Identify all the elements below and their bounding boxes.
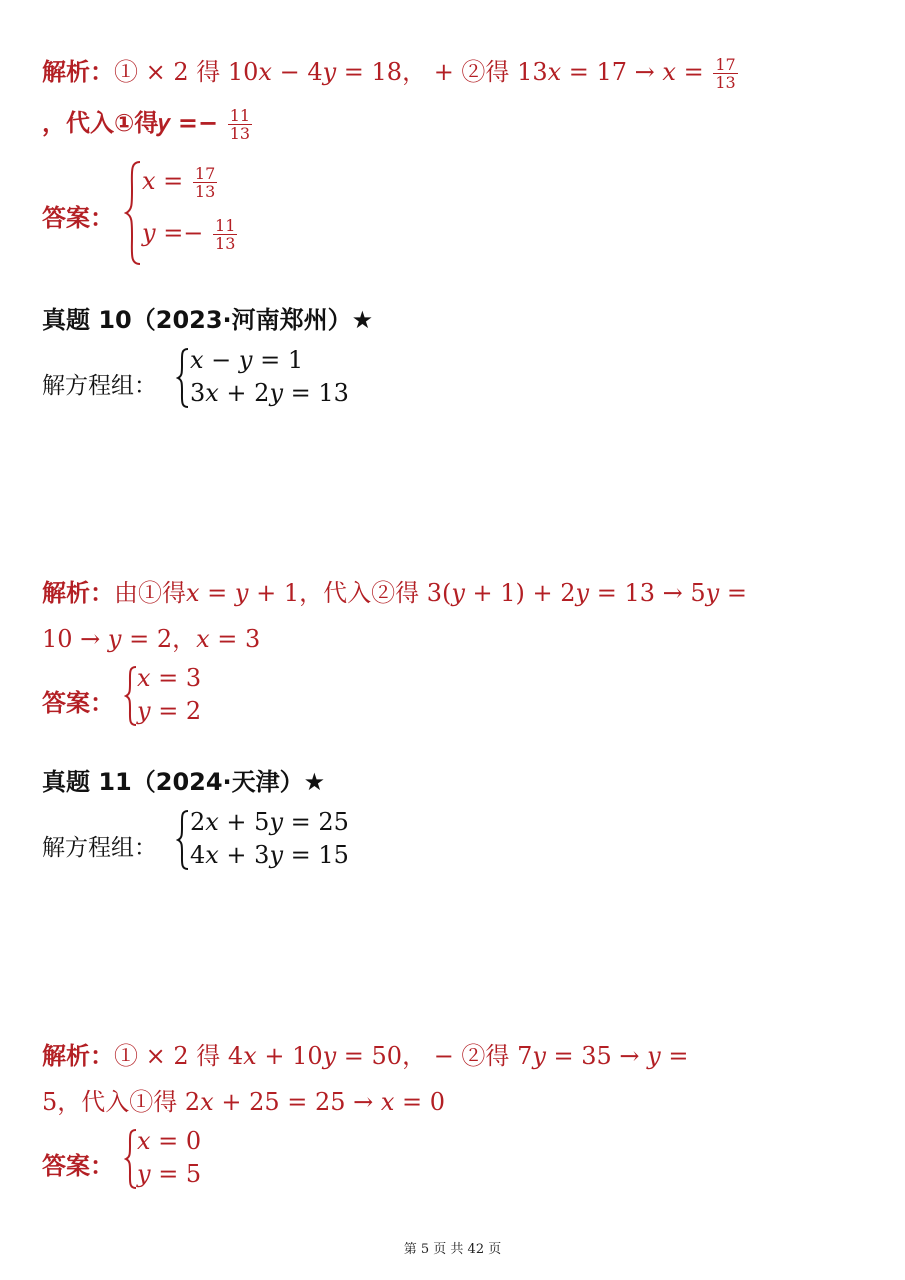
analysis-label: 解析： [42, 1042, 114, 1070]
answer-equation: 𝑥 = 0 [137, 1127, 202, 1155]
fraction: $\frac{17}{13}$ [715, 55, 736, 92]
question-prompt: 解方程组： [42, 835, 157, 861]
analysis-text: ① × 2 得 10𝑥 − 4𝑦 = 18， + ②得 13𝑥 = 17 → 𝑥 = [114, 58, 704, 86]
brace-icon [176, 809, 190, 871]
brace-icon [176, 347, 190, 409]
analysis-text: 由①得𝑥 = 𝑦 + 1，代入②得 3(𝑦 + 1) + 2𝑦 = 13 → 5𝑦 = [114, 579, 747, 607]
answer-system [137, 1125, 201, 1191]
page-number: 第 5 页 共 42 页 [403, 1242, 502, 1257]
answer-label: 答案： [42, 1152, 114, 1180]
question-heading: 真题 11（2024·天津）★ [42, 768, 326, 796]
equation: 3𝑥 + 2𝑦 = 13 [190, 379, 349, 407]
answer-equation: 𝑥 = 3 [137, 664, 202, 692]
analysis-line [42, 103, 254, 142]
analysis-text: ① × 2 得 4𝑥 + 10𝑦 = 50， − ②得 7𝑦 = 35 → 𝑦 = [114, 1042, 689, 1070]
analysis-line [42, 1036, 688, 1071]
brace-icon [124, 160, 142, 266]
equation: 𝑥 − 𝑦 = 1 [190, 346, 304, 374]
answer-system [137, 662, 201, 728]
analysis-text: ，代入①得𝑦 =− [42, 109, 219, 137]
equation: 2𝑥 + 5𝑦 = 25 [190, 808, 349, 836]
analysis-label: 解析： [42, 579, 114, 607]
fraction: $\frac{11}{13}$ [215, 216, 236, 253]
question-heading: 真题 10（2023·河南郑州）★ [42, 306, 374, 334]
question-prompt: 解方程组： [42, 373, 157, 399]
equation-system [190, 344, 349, 410]
answer-label: 答案： [42, 204, 114, 232]
analysis-line: 10 → 𝑦 = 2，𝑥 = 3 [42, 625, 261, 653]
fraction: $\frac{11}{13}$ [229, 106, 251, 143]
fraction: $\frac{17}{13}$ [194, 164, 216, 201]
answer-row: 𝑦 =− $\frac{11}{13}$ [142, 216, 236, 253]
answer-equation: 𝑦 = 2 [137, 697, 202, 725]
analysis-line [42, 52, 740, 91]
equation-system [190, 806, 349, 872]
equation: 4𝑥 + 3𝑦 = 15 [190, 841, 349, 869]
answer-row: 𝑥 = $\frac{17}{13}$ [142, 164, 216, 201]
answer-equation: 𝑦 = 5 [137, 1160, 202, 1188]
answer-label: 答案： [42, 689, 114, 717]
analysis-line: 5，代入①得 2𝑥 + 25 = 25 → 𝑥 = 0 [42, 1088, 446, 1116]
analysis-label: 解析： [42, 58, 114, 86]
analysis-line [42, 573, 747, 608]
brace-icon [124, 665, 138, 727]
brace-icon [124, 1128, 138, 1190]
